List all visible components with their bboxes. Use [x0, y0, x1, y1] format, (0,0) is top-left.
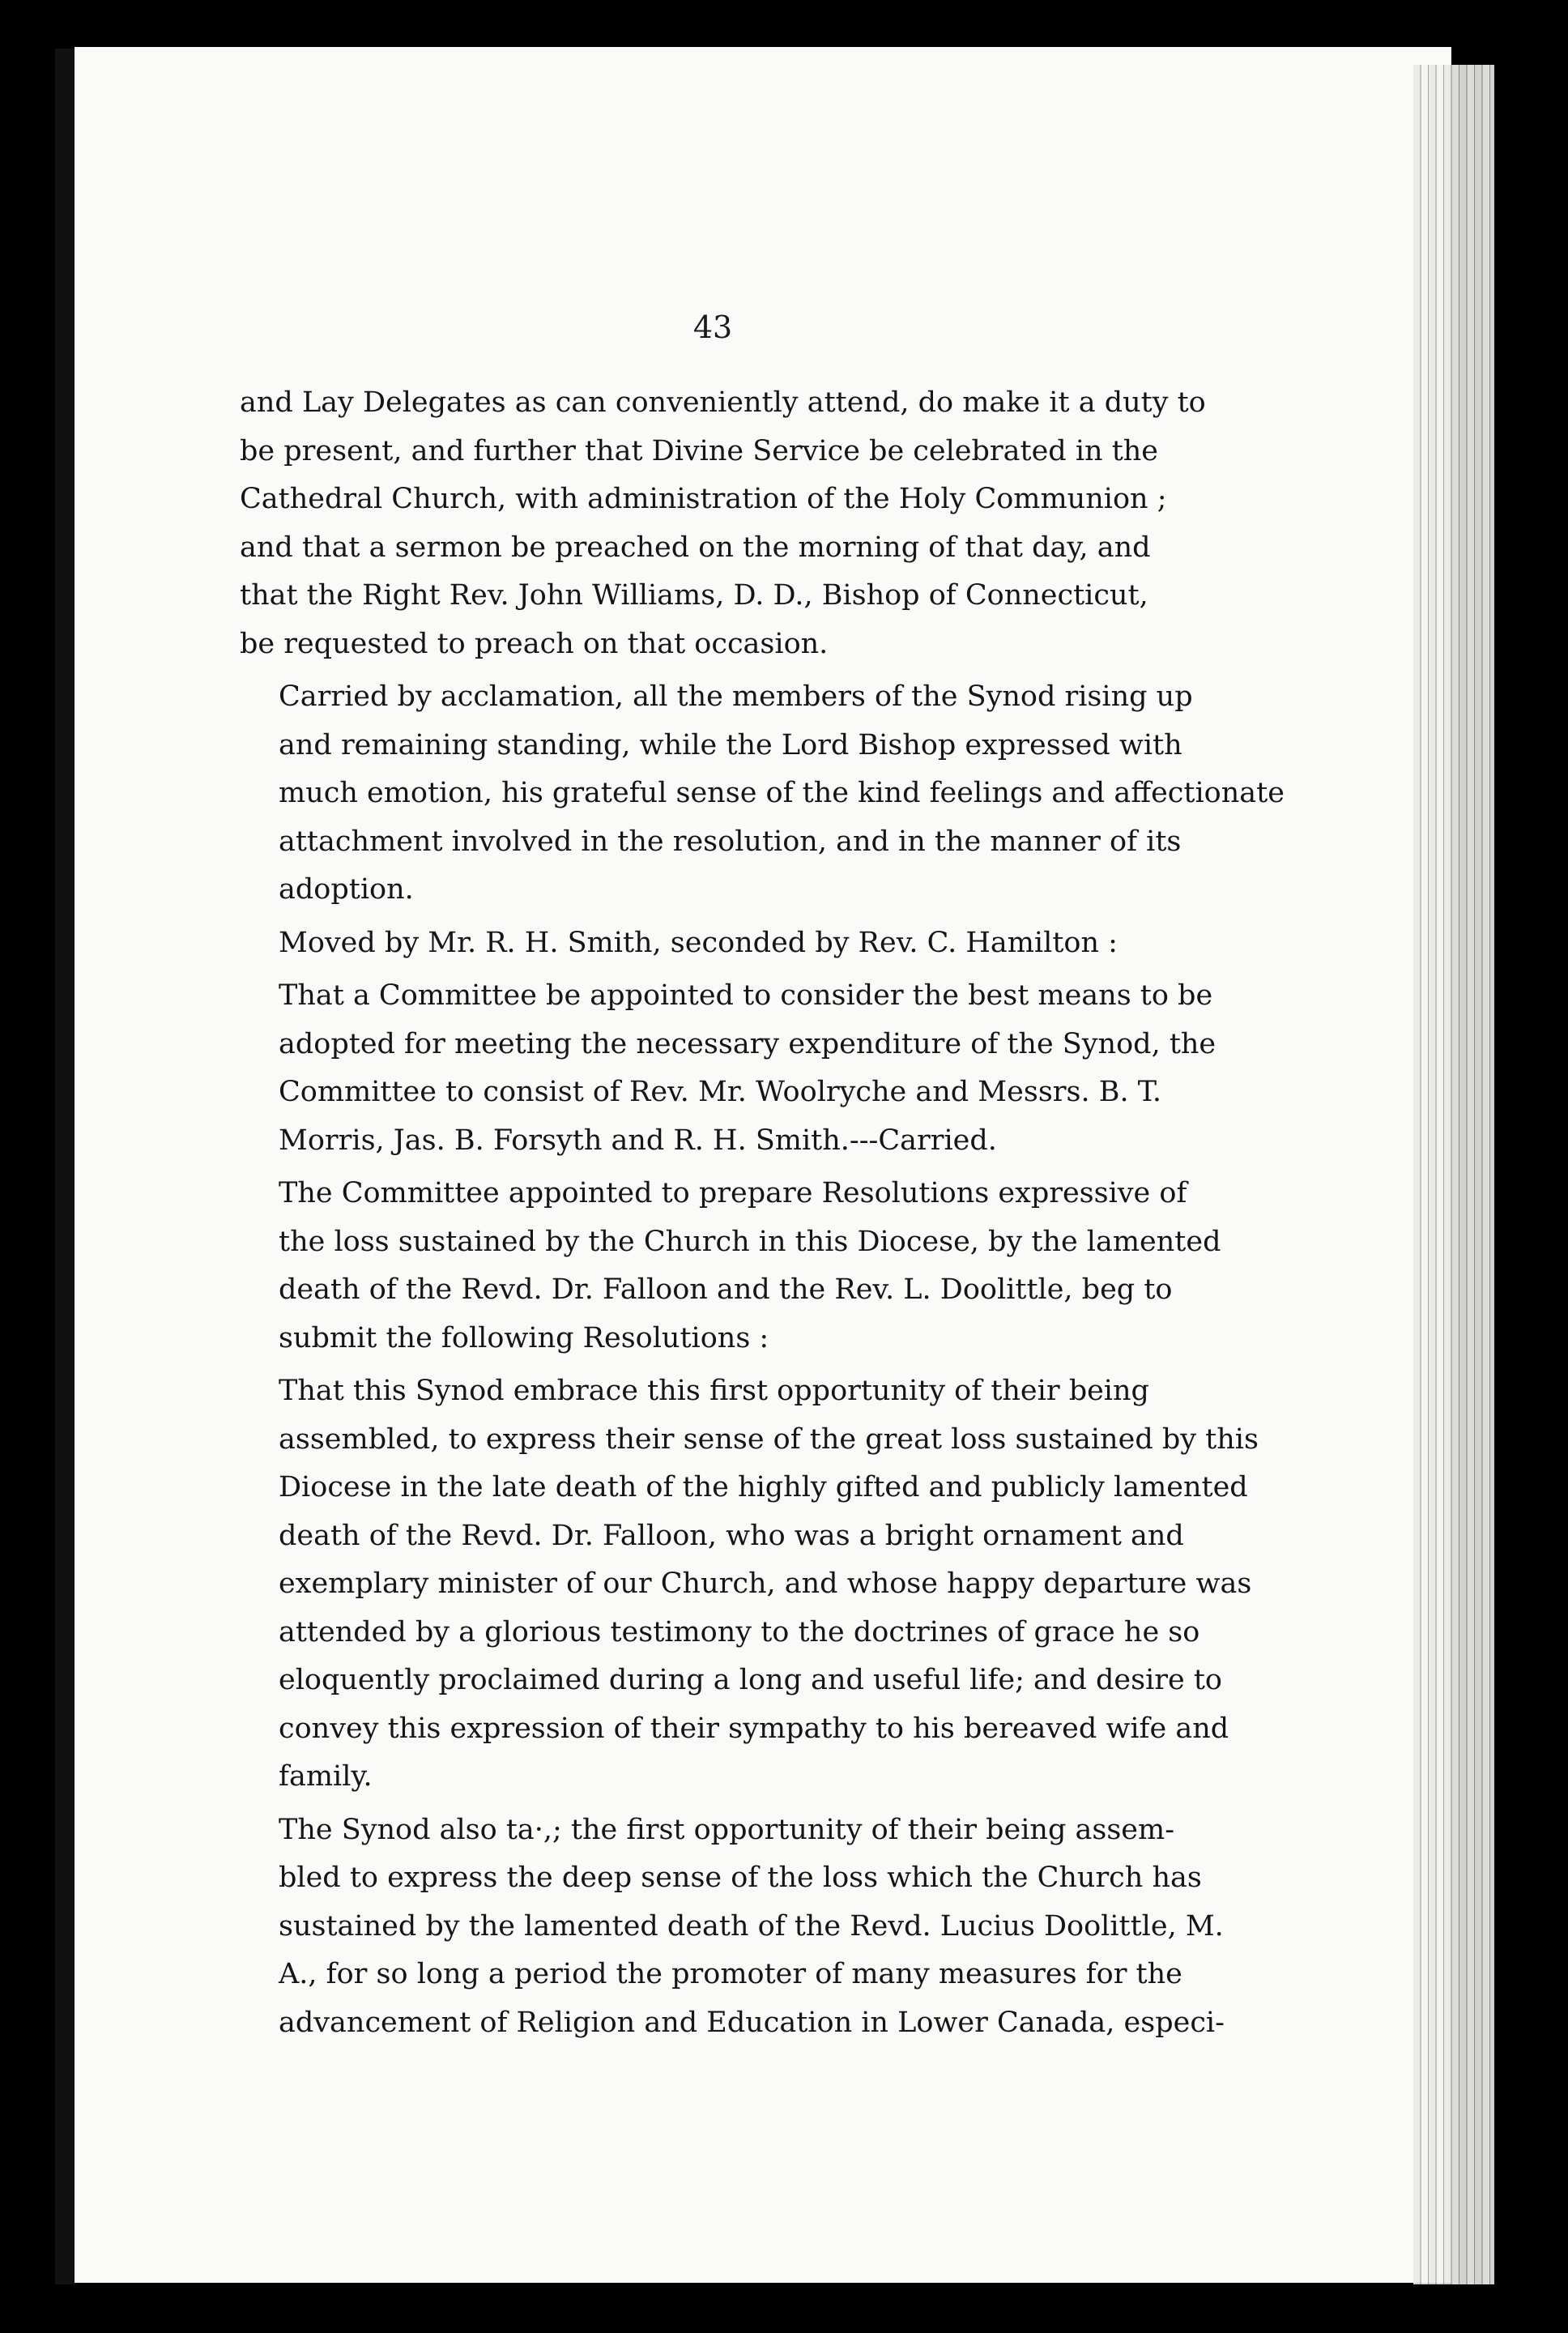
text-line: be present, and further that Divine Service be celebrated in the: [240, 434, 1159, 467]
text-line: the loss sustained by the Church in this Diocese, by the lamented: [279, 1225, 1221, 1258]
text-line: be requested to preach on that occasion.: [240, 627, 829, 660]
text-line: attended by a glorious testimony to the doctrines of grace he so: [279, 1615, 1200, 1648]
paragraph-1: [240, 379, 1206, 668]
text-line: adoption.: [279, 873, 414, 906]
text-line: and remaining standing, while the Lord Bishop expressed with: [279, 728, 1182, 761]
text-line: adopted for meeting the necessary expenditure of the Synod, the: [279, 1027, 1216, 1060]
text-line: The Committee appointed to prepare Resolutions expressive of: [279, 1177, 1187, 1209]
text-line: much emotion, his grateful sense of the kind feelings and affectionate: [279, 777, 1285, 809]
text-line: that the Right Rev. John Williams, D. D., Bishop of Connecticut,: [240, 579, 1148, 612]
text-line: bled to express the deep sense of the loss which the Church has: [279, 1862, 1202, 1894]
page-number: 43: [692, 309, 733, 345]
paragraph-4: [240, 972, 1216, 1165]
text-line: Cathedral Church, with administration of the Holy Communion ;: [240, 483, 1167, 515]
text-line: That this Synod embrace this first opportunity of their being: [279, 1375, 1149, 1407]
text-line: sustained by the lamented death of the Revd. Lucius Doolittle, M.: [279, 1909, 1224, 1943]
text-line: attachment involved in the resolution, and in the manner of its: [279, 825, 1182, 858]
text-line: advancement of Religion and Education in Lower Canada, especi-: [279, 2006, 1225, 2039]
paragraph-5: [240, 1170, 1221, 1363]
book-spine-edge: [55, 49, 76, 2284]
paragraph-6: [240, 1367, 1259, 1802]
text-line: That a Committee be appointed to consider the best means to be: [279, 979, 1213, 1012]
page-edges: [1413, 65, 1494, 2284]
text-line: A., for so long a period the promoter of many measures for the: [279, 1958, 1182, 1990]
text-line: submit the following Resolutions :: [279, 1321, 769, 1354]
text-line: family.: [279, 1760, 373, 1793]
text-line: Committee to consist of Rev. Mr. Woolryche and Messrs. B. T.: [279, 1076, 1162, 1108]
text-line: Morris, Jas. B. Forsyth and R. H. Smith.---Carried.: [279, 1124, 997, 1157]
paragraph-3: [240, 919, 1194, 968]
text-line: Carried by acclamation, all the members of the Synod rising up: [279, 680, 1193, 713]
text-line: eloquently proclaimed during a long and useful life; and desire to: [279, 1664, 1222, 1696]
text-line: exemplary minister of our Church, and whose happy departure was: [279, 1567, 1252, 1600]
text-line: Moved by Mr. R. H. Smith, seconded by Rev. C. Hamilton :: [279, 926, 1118, 959]
text-line: death of the Revd. Dr. Falloon and the Rev. L. Doolittle, beg to: [279, 1273, 1173, 1306]
text-line: convey this expression of their sympathy to his bereaved wife and: [279, 1712, 1229, 1745]
text-line: and that a sermon be preached on the morning of that day, and: [240, 531, 1151, 564]
text-line: Diocese in the late death of the highly gifted and publicly lamented: [279, 1471, 1248, 1503]
text-line: The Synod also ta·,; the first opportunity of their being assem-: [279, 1813, 1175, 1846]
text-line: and Lay Delegates as can conveniently attend, do make it a duty to: [240, 386, 1206, 419]
paragraph-7: [240, 1806, 1225, 2048]
body-text: [240, 379, 1285, 2052]
paragraph-2: [240, 673, 1285, 915]
text-line: death of the Revd. Dr. Falloon, who was a bright ornament and: [279, 1519, 1184, 1552]
text-line: assembled, to express their sense of the great loss sustained by this: [279, 1422, 1259, 1456]
